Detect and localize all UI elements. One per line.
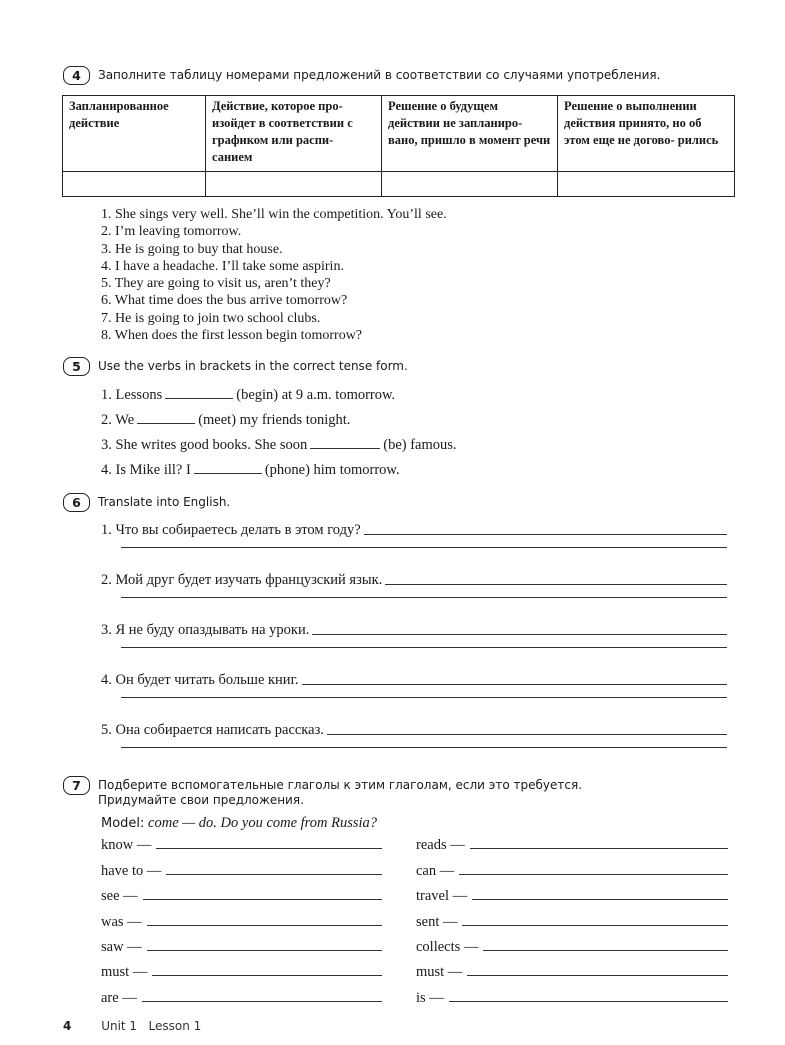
item-text: (begin) at 9 a.m. tomorrow.: [236, 387, 396, 403]
answer-line[interactable]: [166, 862, 382, 875]
verb-label: know —: [101, 837, 152, 853]
list-item: 7. He is going to join two school clubs.: [101, 310, 321, 326]
verb-row: [101, 913, 382, 931]
exercise-item: [101, 461, 400, 479]
verb-row: [101, 938, 382, 956]
sentence-list: [101, 206, 447, 344]
table-header-cell: Решение о выполнении действия принято, но об этом еще не догово- рились: [558, 96, 735, 172]
task-number-badge: 7: [63, 776, 90, 795]
verb-row: [101, 989, 382, 1007]
verb-label: must —: [416, 964, 463, 980]
answer-line[interactable]: [312, 621, 727, 635]
verb-row: [101, 836, 382, 854]
task-number-badge: 5: [63, 357, 90, 376]
answer-line[interactable]: [152, 963, 382, 976]
task-instruction: Заполните таблицу номерами предложений в соответствии со случаями употребления.: [98, 68, 661, 82]
page-number: 4: [63, 1019, 72, 1033]
verb-label: was —: [101, 914, 142, 930]
translation-item: [101, 621, 727, 639]
instruction-line: Придумайте свои предложения.: [98, 793, 304, 807]
table-answer-cell[interactable]: [382, 172, 558, 197]
model-text: come — do. Do you come from Russia?: [148, 815, 378, 831]
task-number-badge: 4: [63, 66, 90, 85]
item-text: (be) famous.: [383, 437, 457, 453]
answer-line[interactable]: [459, 862, 728, 875]
answer-line[interactable]: [121, 697, 727, 698]
item-text: 1. Lessons: [101, 387, 163, 403]
verb-label: reads —: [416, 837, 465, 853]
table-answer-cell[interactable]: [558, 172, 735, 197]
answer-line[interactable]: [147, 938, 382, 951]
classification-table: [62, 95, 735, 197]
answer-line[interactable]: [470, 836, 728, 849]
instruction-line: Подберите вспомогательные глаголы к этим глаголам, если это требуется.: [98, 778, 583, 792]
verb-label: saw —: [101, 939, 142, 955]
list-item: 6. What time does the bus arrive tomorrow?: [101, 293, 348, 309]
verb-label: collects —: [416, 939, 479, 955]
answer-line[interactable]: [156, 836, 382, 849]
task-instruction: Use the verbs in brackets in the correct tense form.: [98, 359, 408, 373]
unit-label: Unit 1: [101, 1019, 138, 1033]
answer-line[interactable]: [147, 913, 382, 926]
answer-line[interactable]: [385, 571, 727, 585]
task-number-badge: 6: [63, 493, 90, 512]
lesson-label: Lesson 1: [148, 1019, 202, 1033]
table-header-cell: Действие, которое про- изойдет в соответствии с графиком или распи- санием: [206, 96, 382, 172]
verb-row: [416, 989, 728, 1007]
task-instruction: Translate into English.: [98, 495, 231, 509]
item-text: 2. Мой друг будет изучать французский язык.: [101, 572, 383, 588]
verb-label: travel —: [416, 888, 468, 904]
list-item: 2. I’m leaving tomorrow.: [101, 224, 242, 240]
verb-row: [416, 836, 728, 854]
answer-line[interactable]: [121, 747, 727, 748]
item-text: 3. She writes good books. She soon: [101, 437, 308, 453]
exercise-item: [101, 411, 350, 429]
verb-row: [101, 887, 382, 905]
answer-blank[interactable]: [137, 412, 195, 424]
task-6-header: [63, 493, 230, 512]
item-text: 3. Я не буду опаздывать на уроки.: [101, 622, 310, 638]
verb-label: is —: [416, 990, 444, 1006]
answer-line[interactable]: [462, 913, 728, 926]
answer-line[interactable]: [364, 521, 727, 535]
translation-item: [101, 721, 727, 739]
task-instruction: [98, 776, 582, 808]
verb-label: have to —: [101, 863, 162, 879]
exercise-item: [101, 386, 395, 404]
table-header-cell: Запланированное действие: [63, 96, 206, 172]
verb-row: [416, 963, 728, 981]
table-answer-cell[interactable]: [206, 172, 382, 197]
list-item: 8. When does the first lesson begin tomorrow?: [101, 328, 363, 344]
answer-line[interactable]: [449, 989, 728, 1002]
list-item: 4. I have a headache. I’ll take some aspirin.: [101, 258, 344, 274]
answer-line[interactable]: [483, 938, 728, 951]
list-item: 1. She sings very well. She’ll win the competition. You’ll see.: [101, 207, 447, 222]
exercise-item: [101, 436, 457, 454]
verb-label: sent —: [416, 914, 458, 930]
answer-line[interactable]: [121, 547, 727, 548]
verb-row: [416, 862, 728, 880]
answer-line[interactable]: [143, 887, 382, 900]
model-label: Model:: [101, 816, 145, 831]
answer-blank[interactable]: [165, 387, 233, 399]
translation-item: [101, 521, 727, 539]
table-answer-cell[interactable]: [63, 172, 206, 197]
item-text: 4. Is Mike ill? I: [101, 462, 191, 478]
item-text: 5. Она собирается написать рассказ.: [101, 722, 324, 738]
translation-item: [101, 671, 727, 689]
item-text: (meet) my friends tonight.: [198, 412, 351, 428]
task-7-header: [63, 776, 582, 808]
item-text: 4. Он будет читать больше книг.: [101, 672, 299, 688]
answer-line[interactable]: [302, 671, 727, 685]
item-text: (phone) him tomorrow.: [264, 462, 400, 478]
answer-blank[interactable]: [310, 437, 380, 449]
answer-line[interactable]: [472, 887, 728, 900]
table-header-cell: Решение о будущем действии не запланиро- вано, пришло в момент речи: [382, 96, 558, 172]
answer-blank[interactable]: [194, 462, 262, 474]
list-item: 3. He is going to buy that house.: [101, 241, 283, 257]
verb-row: [101, 963, 382, 981]
translation-item: [101, 571, 727, 589]
answer-line[interactable]: [142, 989, 382, 1002]
verb-label: can —: [416, 863, 455, 879]
item-text: 2. We: [101, 412, 135, 428]
verb-row: [416, 887, 728, 905]
answer-line[interactable]: [121, 647, 727, 648]
list-item: 5. They are going to visit us, aren’t they?: [101, 276, 331, 292]
verb-row: [101, 862, 382, 880]
verb-row: [416, 913, 728, 931]
item-text: 1. Что вы собираетесь делать в этом году?: [101, 522, 361, 538]
model-example: [101, 814, 377, 833]
answer-line[interactable]: [327, 721, 727, 735]
verb-label: see —: [101, 888, 138, 904]
verb-row: [416, 938, 728, 956]
answer-line[interactable]: [467, 963, 728, 976]
task-4-header: [63, 66, 660, 85]
verb-label: are —: [101, 990, 137, 1006]
verb-label: must —: [101, 964, 148, 980]
page-footer: [63, 1019, 201, 1033]
task-5-header: [63, 357, 408, 376]
answer-line[interactable]: [121, 597, 727, 598]
